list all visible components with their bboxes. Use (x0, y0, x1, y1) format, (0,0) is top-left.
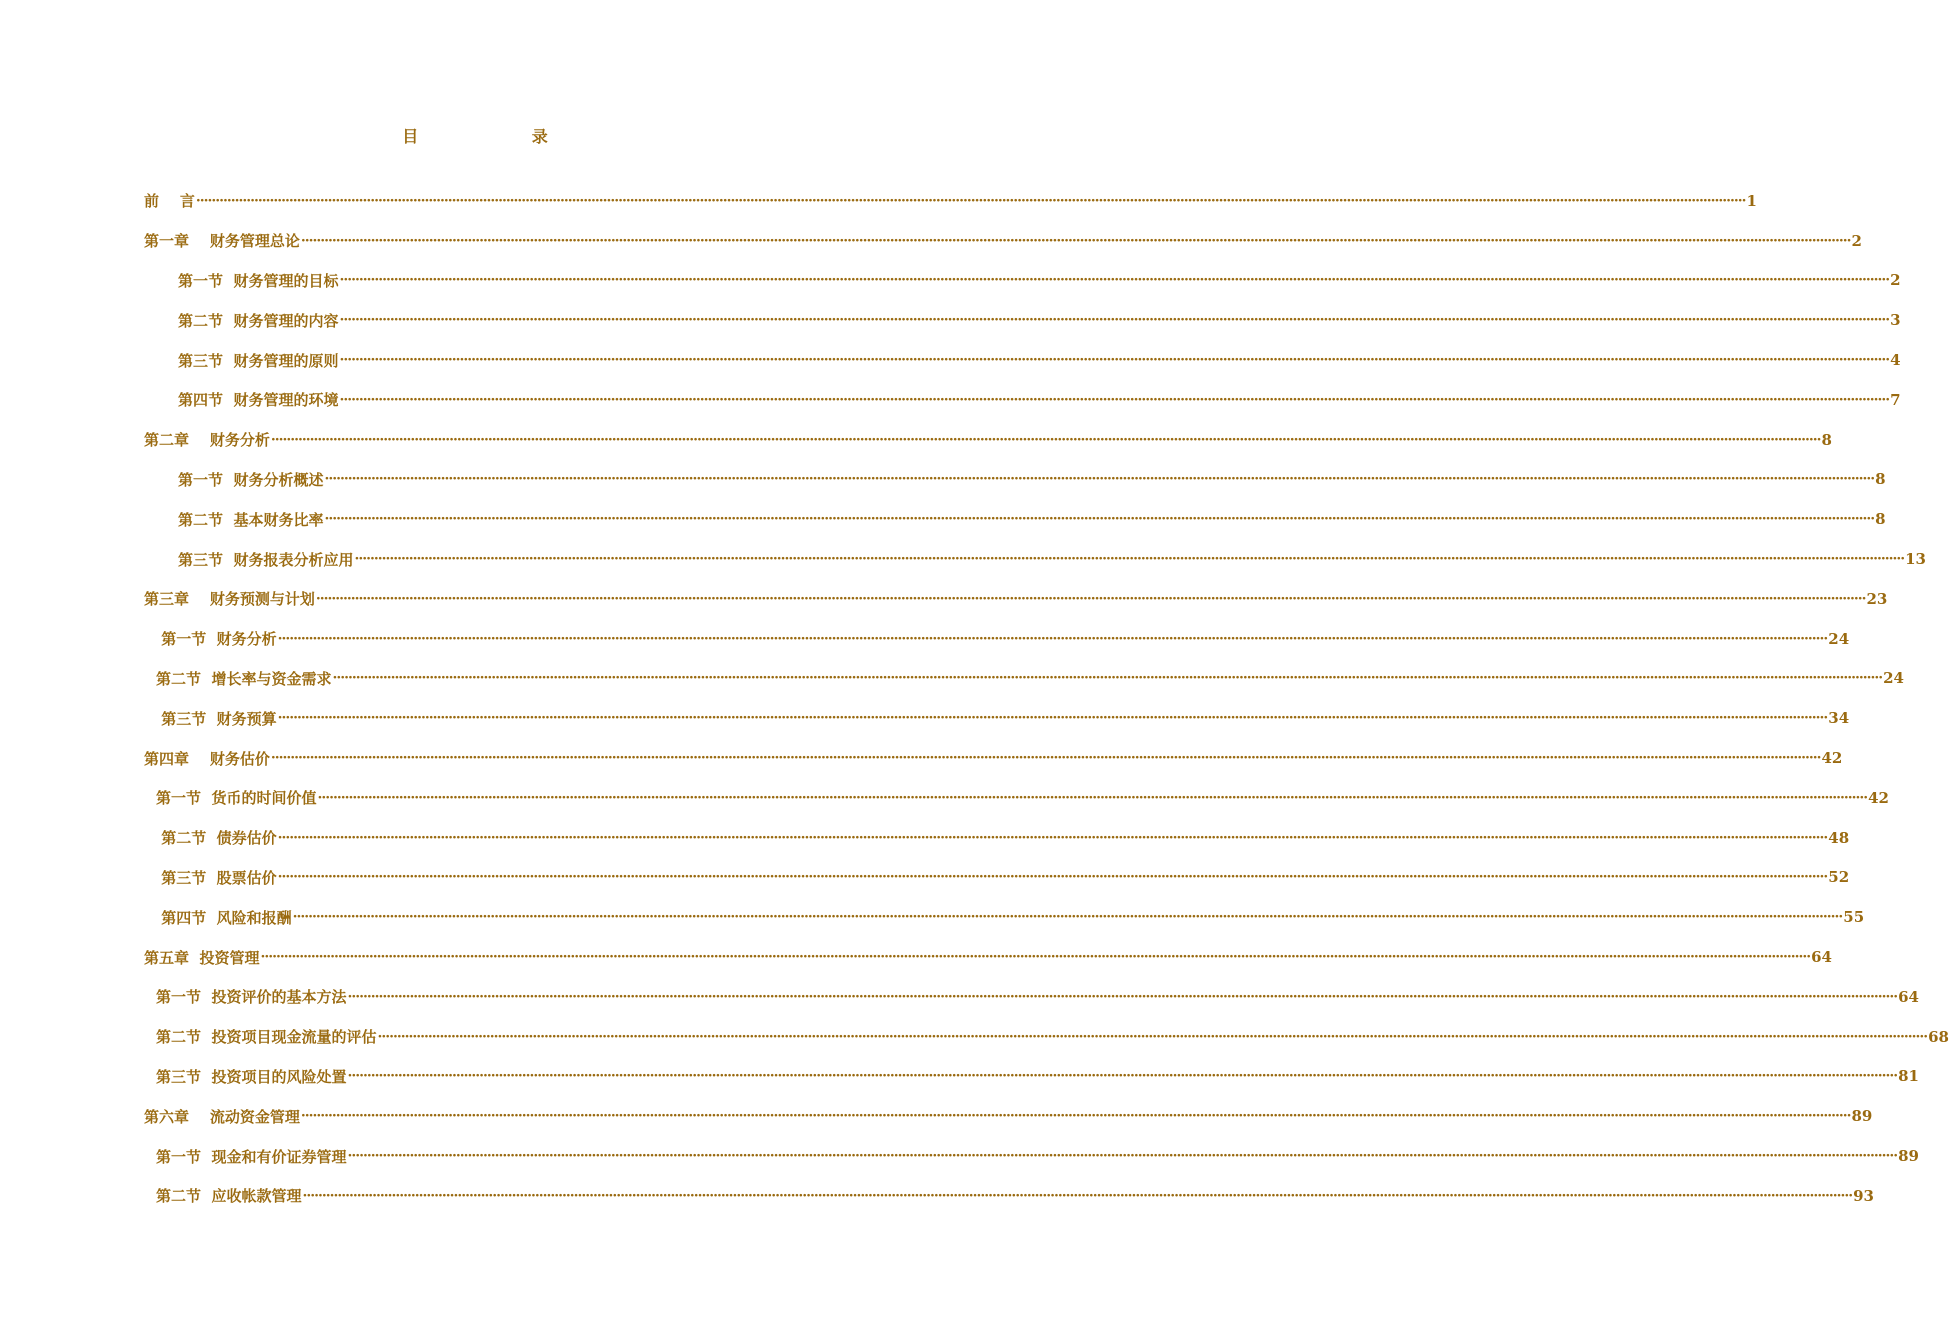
toc-entry-page-number: 81 (1898, 1067, 1919, 1086)
toc-entry-page-number: 2 (1851, 231, 1862, 250)
toc-entry-page-number: 68 (1928, 1027, 1949, 1046)
toc-entry-page-number: 24 (1828, 629, 1850, 648)
table-of-contents (144, 181, 1949, 1216)
toc-entry-label: 第三节 财务管理的原则 (178, 351, 339, 370)
toc-entry[interactable] (144, 1136, 1919, 1176)
toc-entry[interactable] (144, 579, 1888, 619)
dot-leader: ················································································································································································································································································································································································································ (347, 1068, 1898, 1085)
toc-entry-page-number: 64 (1898, 987, 1919, 1006)
toc-entry-label: 第三节 股票估价 (156, 868, 277, 887)
toc-entry-label: 第一节 投资评价的基本方法 (156, 988, 347, 1007)
toc-entry-label: 第四节 财务管理的环境 (178, 391, 339, 410)
toc-entry-label: 第三章 财务预测与计划 (144, 590, 315, 609)
toc-entry-label: 第一节 财务管理的目标 (178, 271, 339, 290)
toc-entry[interactable] (144, 858, 1850, 898)
toc-entry-label: 第三节 财务报表分析应用 (178, 550, 354, 569)
dot-leader: ················································································································································································································································································································································································································ (270, 431, 1821, 448)
toc-entry-label: 第二节 财务管理的内容 (178, 311, 339, 330)
toc-entry-page-number: 89 (1898, 1147, 1919, 1166)
dot-leader: ················································································································································································································································································································································································································ (300, 232, 1851, 249)
dot-leader: ················································································································································································································································································································································································································ (339, 312, 1890, 329)
dot-leader: ················································································································································································································································································································································································································ (277, 869, 1828, 886)
toc-entry-page-number: 89 (1851, 1107, 1873, 1126)
toc-entry-page-number: 8 (1875, 510, 1886, 529)
toc-entry-label: 第二节 应收帐款管理 (156, 1187, 302, 1206)
toc-entry-label: 第四章 财务估价 (144, 749, 270, 768)
dot-leader: ················································································································································································································································································································································································································ (302, 1187, 1853, 1204)
toc-entry[interactable] (144, 1057, 1919, 1097)
toc-entry[interactable] (144, 619, 1850, 659)
dot-leader: ················································································································································································································································································································································································································ (332, 670, 1883, 687)
toc-entry-label: 第五章 投资管理 (144, 948, 260, 967)
toc-entry-label: 前 言 (144, 192, 195, 211)
toc-entry[interactable] (144, 181, 1757, 221)
toc-entry[interactable] (144, 499, 1886, 539)
dot-leader: ················································································································································································································································································································································································································ (347, 988, 1898, 1005)
toc-entry-page-number: 8 (1821, 430, 1832, 449)
toc-entry-page-number: 42 (1821, 749, 1843, 768)
toc-entry[interactable] (144, 659, 1904, 699)
toc-entry[interactable] (144, 818, 1850, 858)
toc-entry-page-number: 2 (1890, 271, 1901, 290)
toc-entry[interactable] (144, 698, 1850, 738)
toc-entry-page-number: 93 (1853, 1186, 1874, 1205)
toc-entry[interactable] (144, 300, 1901, 340)
dot-leader: ················································································································································································································································································································································································································ (270, 750, 1821, 767)
toc-entry-page-number: 7 (1890, 390, 1901, 409)
page-title: 目 录 (402, 127, 602, 146)
toc-entry[interactable] (144, 937, 1832, 977)
dot-leader: ················································································································································································································································································································································································································ (347, 1148, 1898, 1165)
toc-entry[interactable] (144, 261, 1901, 301)
toc-entry-page-number: 24 (1883, 669, 1904, 688)
dot-leader: ················································································································································································································································································································································································································ (292, 909, 1843, 926)
toc-entry-label: 第三节 财务预算 (156, 709, 277, 728)
toc-entry[interactable] (144, 977, 1919, 1017)
toc-entry[interactable] (144, 1096, 1873, 1136)
toc-entry-label: 第一节 货币的时间价值 (156, 789, 317, 808)
toc-entry-label: 第二节 债券估价 (156, 829, 277, 848)
toc-entry-label: 第一章 财务管理总论 (144, 232, 300, 251)
dot-leader: ················································································································································································································································································································································································································ (354, 551, 1905, 568)
toc-entry-label: 第二节 基本财务比率 (178, 510, 324, 529)
toc-entry-page-number: 55 (1843, 908, 1865, 927)
toc-entry-label: 第二章 财务分析 (144, 431, 270, 450)
toc-entry[interactable] (144, 539, 1926, 579)
dot-leader: ················································································································································································································································································································································································································ (324, 511, 1875, 528)
toc-entry[interactable] (144, 897, 1865, 937)
toc-entry-label: 第六章 流动资金管理 (144, 1107, 300, 1126)
toc-entry[interactable] (144, 460, 1886, 500)
toc-entry-label: 第一节 财务分析 (156, 630, 277, 649)
dot-leader: ················································································································································································································································································································································································································ (339, 272, 1890, 289)
toc-entry[interactable] (144, 221, 1862, 261)
toc-entry-page-number: 4 (1890, 351, 1901, 370)
toc-entry[interactable] (144, 420, 1832, 460)
toc-entry-page-number: 3 (1890, 311, 1901, 330)
toc-entry[interactable] (144, 1017, 1949, 1057)
toc-entry-label: 第三节 投资项目的风险处置 (156, 1067, 347, 1086)
toc-entry-page-number: 8 (1875, 470, 1886, 489)
toc-entry-page-number: 34 (1828, 709, 1850, 728)
toc-entry-label: 第一节 财务分析概述 (178, 470, 324, 489)
toc-entry-label: 第二节 增长率与资金需求 (156, 669, 332, 688)
toc-entry-page-number: 48 (1828, 828, 1850, 847)
toc-entry-page-number: 64 (1811, 948, 1832, 967)
dot-leader: ················································································································································································································································································································································································································ (277, 630, 1828, 647)
dot-leader: ················································································································································································································································································································································································································ (315, 590, 1866, 607)
dot-leader: ················································································································································································································································································································································································································ (300, 1108, 1851, 1125)
toc-entry-page-number: 1 (1746, 191, 1757, 210)
dot-leader: ················································································································································································································································································································································································································ (339, 352, 1890, 369)
dot-leader: ················································································································································································································································································································································································································ (324, 471, 1875, 488)
dot-leader: ················································································································································································································································································································································································································ (277, 829, 1828, 846)
dot-leader: ················································································································································································································································································································································································································ (317, 789, 1868, 806)
toc-entry-label: 第二节 投资项目现金流量的评估 (156, 1028, 377, 1047)
toc-entry-page-number: 13 (1905, 550, 1926, 569)
toc-entry-label: 第一节 现金和有价证券管理 (156, 1147, 347, 1166)
dot-leader: ················································································································································································································································································································································································································ (377, 1028, 1928, 1045)
dot-leader: ················································································································································································································································································································································································································ (277, 710, 1828, 727)
toc-entry-page-number: 52 (1828, 868, 1850, 887)
toc-entry-page-number: 23 (1866, 589, 1888, 608)
toc-entry[interactable] (144, 340, 1901, 380)
toc-entry-page-number: 42 (1868, 788, 1889, 807)
toc-entry[interactable] (144, 1176, 1874, 1216)
dot-leader: ················································································································································································································································································································································································································ (195, 192, 1746, 209)
toc-entry[interactable] (144, 778, 1889, 818)
toc-entry-label: 第四节 风险和报酬 (156, 908, 292, 927)
toc-entry[interactable] (144, 380, 1901, 420)
toc-entry[interactable] (144, 738, 1843, 778)
dot-leader: ················································································································································································································································································································································································································ (339, 391, 1890, 408)
dot-leader: ················································································································································································································································································································································································································ (260, 949, 1811, 966)
